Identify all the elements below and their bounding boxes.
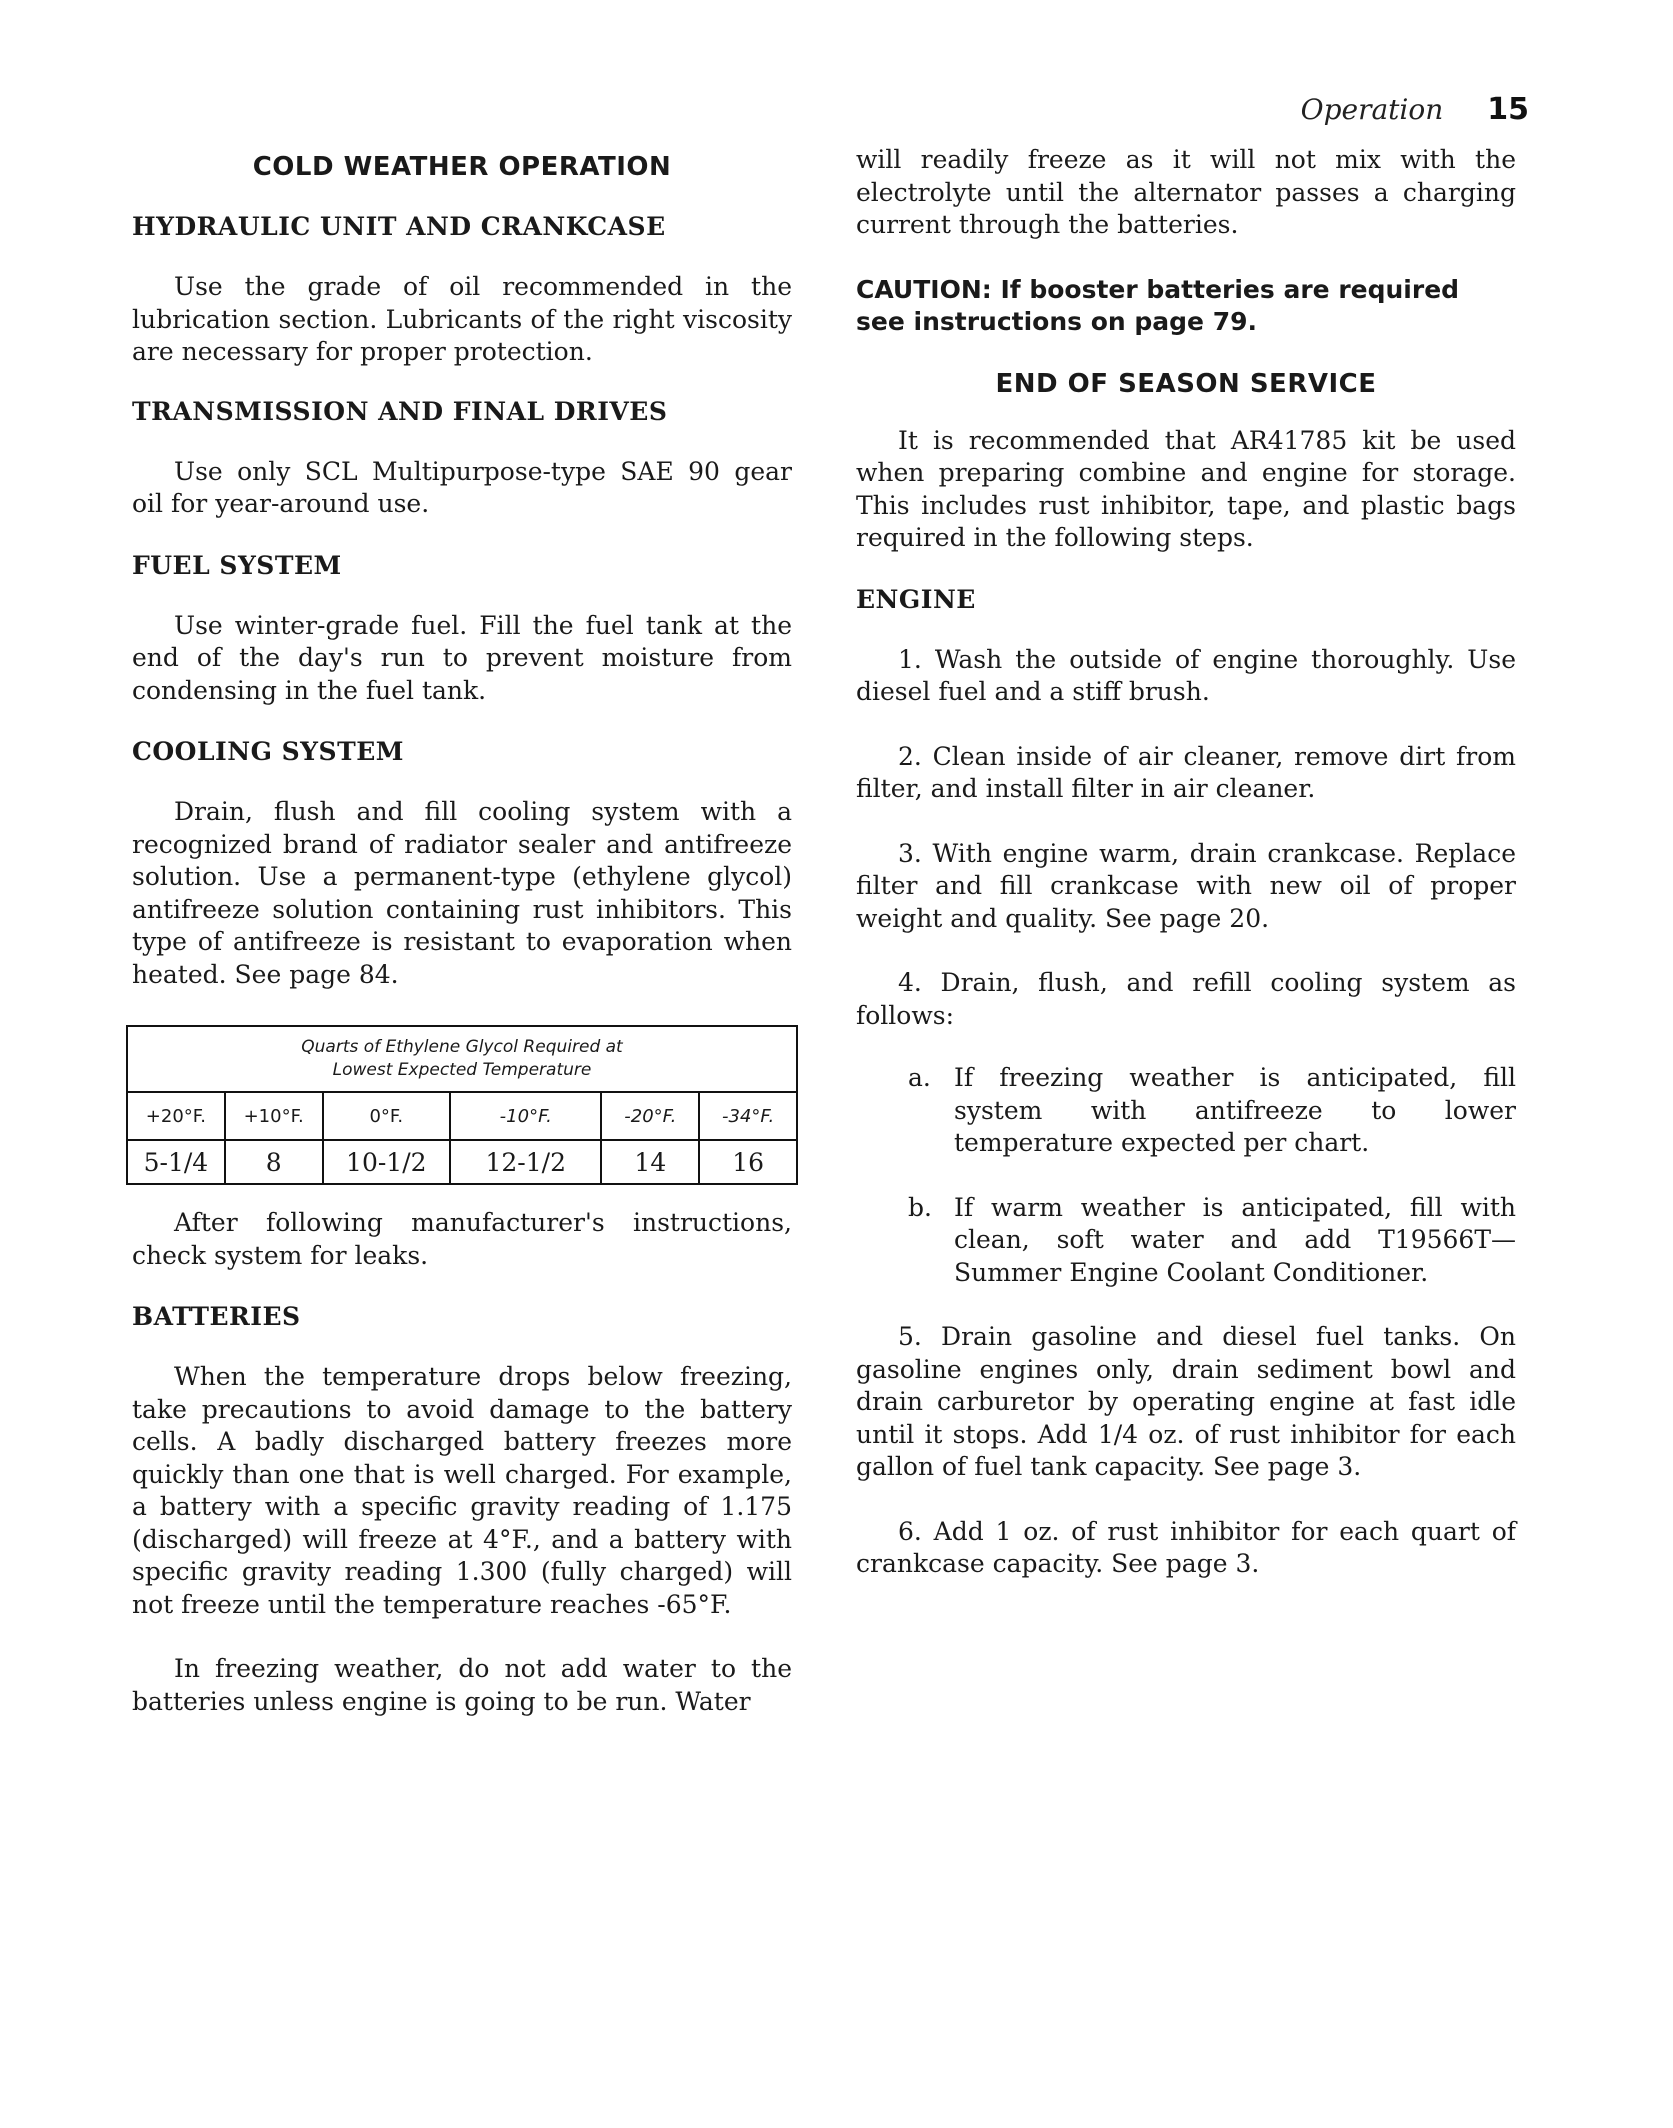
temp-cell: +10°F. <box>225 1092 323 1140</box>
quarts-cell: 10-1/2 <box>323 1140 450 1184</box>
temp-cell: 0°F. <box>323 1092 450 1140</box>
batteries-water-text: In freezing weather, do not add water to the batteries unless engine is going to be run. Water <box>132 1654 792 1716</box>
temp-cell: -34°F. <box>699 1092 797 1140</box>
temp-cell: -20°F. <box>601 1092 699 1140</box>
hydraulic-heading: HYDRAULIC UNIT AND CRANKCASE <box>132 212 666 241</box>
engine-step-4a <box>856 1062 1516 1160</box>
caution-note: CAUTION: If booster batteries are required see instructions on page 79. <box>856 274 1460 336</box>
transmission-text: Use only SCL Multipurpose-type SAE 90 gear oil for year-around use. <box>132 456 792 518</box>
antifreeze-table <box>126 1025 798 1185</box>
cooling-text: Drain, flush and fill cooling system with a recognized brand of radiator sealer and antifreeze solution. Use a permanent-type (ethylene glycol) antifreeze solution containing rust inhibitors. This type of antifreeze is resistant to evaporation when heated. See page 84. <box>132 797 792 989</box>
quarts-cell: 5-1/4 <box>127 1140 225 1184</box>
cold-weather-heading: COLD WEATHER OPERATION <box>252 152 672 182</box>
quarts-cell: 16 <box>699 1140 797 1184</box>
engine-step-3: 3. With engine warm, drain crankcase. Replace filter and fill crankcase with new oil of proper weight and quality. See page 20. <box>856 838 1516 933</box>
table-header-row <box>127 1092 797 1140</box>
engine-step-5: 5. Drain gasoline and diesel fuel tanks. On gasoline engines only, drain sediment bowl and drain carburetor by operating engine at fast idle until it stops. Add 1/4 oz. of rust inhibitor for each gallon of fuel tank capacity. See page 3. <box>856 1322 1516 1481</box>
temp-cell: +20°F. <box>127 1092 225 1140</box>
running-head <box>1301 92 1529 127</box>
fuel-text: Use winter-grade fuel. Fill the fuel tank at the end of the day's run to prevent moisture from condensing in the fuel tank. <box>132 610 792 705</box>
batteries-heading: BATTERIES <box>132 1302 301 1331</box>
engine-step-4b <box>856 1192 1516 1290</box>
quarts-cell: 14 <box>601 1140 699 1184</box>
hydraulic-text: Use the grade of oil recommended in the lubrication section. Lubricants of the right viscosity are necessary for proper protection. <box>132 272 792 366</box>
engine-heading: ENGINE <box>856 584 976 614</box>
cooling-heading: COOLING SYSTEM <box>132 737 404 766</box>
quarts-cell: 8 <box>225 1140 323 1184</box>
section-name: Operation <box>1300 93 1444 126</box>
batteries-text: When the temperature drops below freezing, take precautions to avoid damage to the battery cells. A badly discharged battery freezes more quickly than one that is well charged. For example, a battery with a specific gravity reading of 1.175 (discharged) will freeze at 4°F., and a battery with specific gravity reading 1.300 (fully charged) will not freeze until the temperature reaches -65°F. <box>132 1362 792 1619</box>
list-label: b. <box>908 1192 932 1222</box>
engine-step-1: 1. Wash the outside of engine thoroughly. Use diesel fuel and a stiff brush. <box>856 644 1516 706</box>
engine-step-4: 4. Drain, flush, and refill cooling system as follows: <box>856 968 1516 1030</box>
left-column <box>132 150 792 1718</box>
batteries-continued-text: will readily freeze as it will not mix with the electrolyte until the alternator passes a charging current through the batteries. <box>856 145 1516 239</box>
list-label: a. <box>908 1063 931 1092</box>
list-text: If warm weather is anticipated, fill with clean, soft water and add T19566T—Summer Engine Coolant Conditioner. <box>954 1192 1516 1287</box>
quarts-cell: 12-1/2 <box>450 1140 601 1184</box>
end-of-season-intro: It is recommended that AR41785 kit be used when preparing combine and engine for storage. This includes rust inhibitor, tape, and plastic bags required in the following steps. <box>856 425 1516 552</box>
end-of-season-heading: END OF SEASON SERVICE <box>995 368 1377 399</box>
table-caption-line: Lowest Expected Temperature <box>332 1060 592 1080</box>
table-value-row <box>127 1140 797 1184</box>
fuel-heading: FUEL SYSTEM <box>132 550 342 580</box>
temp-cell: -10°F. <box>450 1092 601 1140</box>
list-text: If freezing weather is anticipated, fill system with antifreeze to lower temperature expected per chart. <box>954 1063 1516 1157</box>
table-caption-line: Quarts of Ethylene Glycol Required at <box>301 1037 623 1057</box>
right-column <box>856 145 1516 1581</box>
after-table-text: After following manufacturer's instructions, check system for leaks. <box>132 1208 792 1270</box>
transmission-heading: TRANSMISSION AND FINAL DRIVES <box>132 396 668 426</box>
engine-step-6: 6. Add 1 oz. of rust inhibitor for each quart of crankcase capacity. See page 3. <box>856 1516 1516 1578</box>
table-caption <box>127 1026 797 1092</box>
page-number: 15 <box>1487 92 1529 127</box>
engine-step-2: 2. Clean inside of air cleaner, remove dirt from filter, and install filter in air cleaner. <box>856 741 1516 803</box>
